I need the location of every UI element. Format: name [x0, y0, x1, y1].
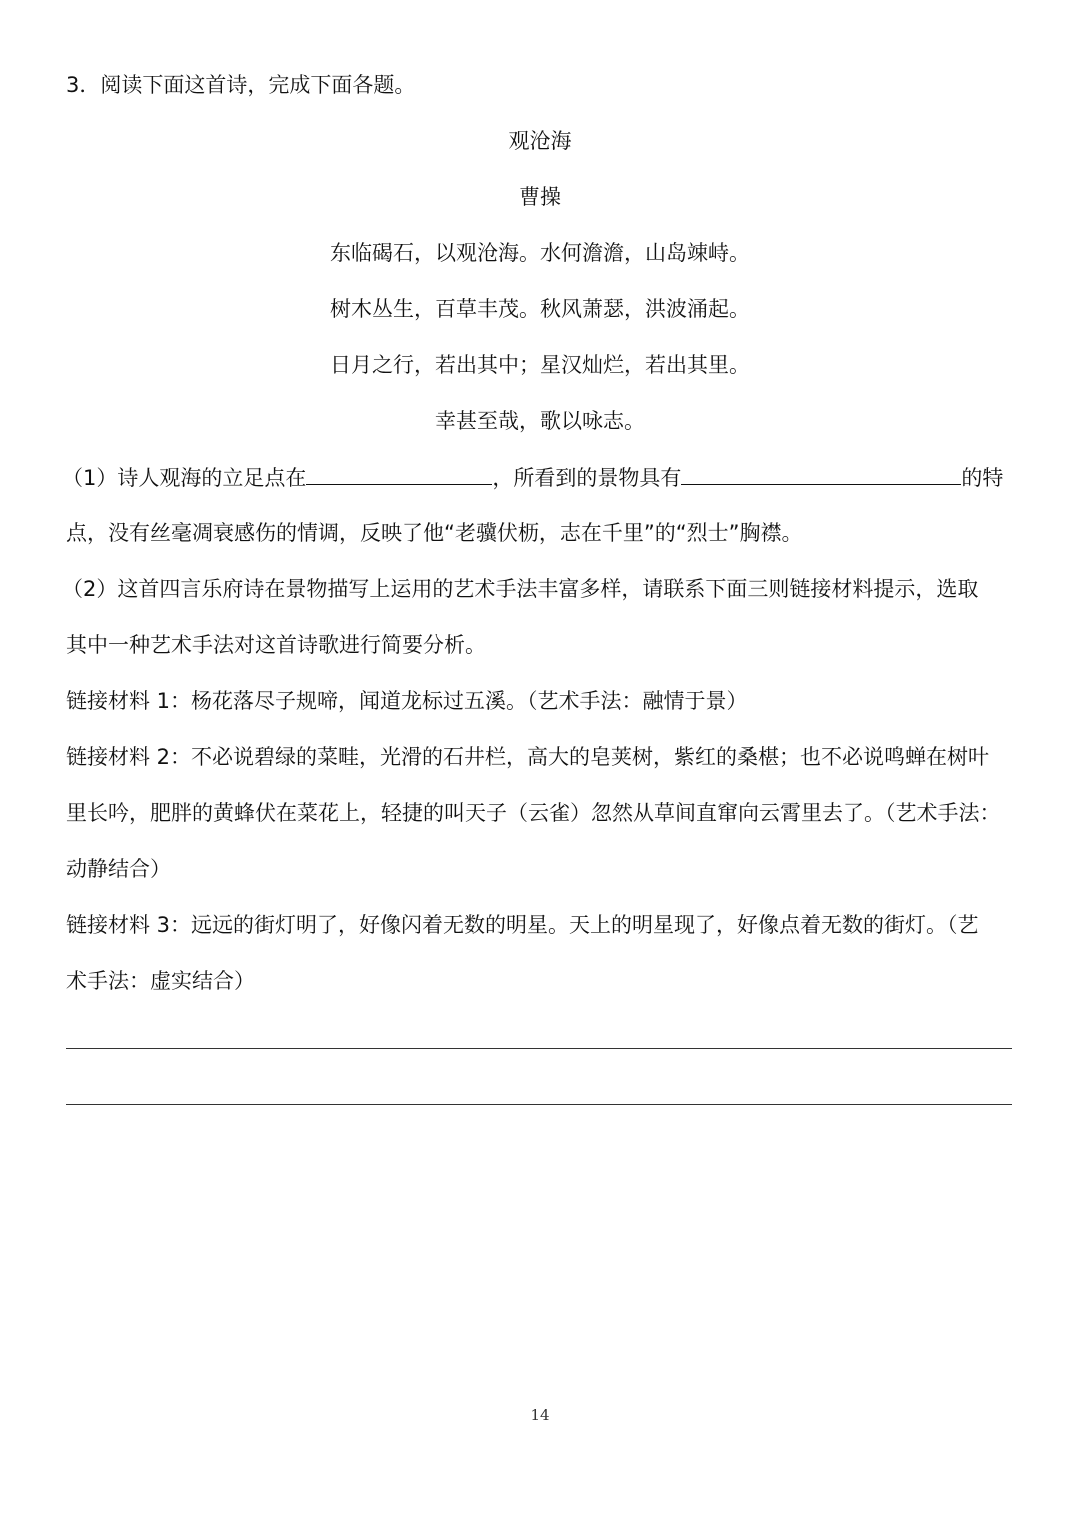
poem-line-1: 东临碣石，以观沧海。水何澹澹，山岛竦峙。 — [330, 241, 750, 265]
sub2-line-2: 其中一种艺术手法对这首诗歌进行简要分析。 — [66, 633, 486, 657]
poem-title: 观沧海 — [508, 129, 572, 153]
poem-author: 曹操 — [519, 185, 561, 209]
material-3-line-2: 术手法：虚实结合） — [66, 969, 255, 993]
sub1-text-c: 的特 — [961, 466, 1004, 490]
poem-line-3: 日月之行，若出其中；星汉灿烂，若出其里。 — [330, 353, 750, 377]
material-2-line-1: 链接材料 2：不必说碧绿的菜畦，光滑的石井栏，高大的皂荚树，紫红的桑椹；也不必说鸣蝉在树叶 — [66, 745, 990, 769]
answer-blank-standpoint[interactable] — [306, 462, 492, 485]
page-number: 14 — [530, 1406, 550, 1424]
material-2-line-3: 动静结合） — [66, 857, 171, 881]
poem-line-2: 树木丛生，百草丰茂。秋风萧瑟，洪波涌起。 — [330, 297, 750, 321]
poem-line-4: 幸甚至哉，歌以咏志。 — [435, 409, 645, 433]
sub-question-2: （2）这首四言乐府诗在景物描写上运用的艺术手法丰富多样，请联系下面三则链接材料提示，选取 — [62, 577, 979, 601]
answer-line-1[interactable] — [66, 1048, 1012, 1049]
answer-line-2[interactable] — [66, 1104, 1012, 1105]
sub-question-1 — [62, 462, 1003, 493]
sub1-text-b: ，所看到的景物具有 — [492, 466, 682, 490]
material-2-line-2: 里长吟，肥胖的黄蜂伏在菜花上，轻捷的叫天子（云雀）忽然从草间直窜向云霄里去了。（艺术手法： — [66, 801, 1001, 825]
sub1-line-2: 点，没有丝毫凋衰感伤的情调，反映了他“老骥伏枥，志在千里”的“烈士”胸襟。 — [66, 521, 803, 545]
sub1-text-a: （1）诗人观海的立足点在 — [62, 466, 307, 490]
material-1: 链接材料 1：杨花落尽子规啼，闻道龙标过五溪。（艺术手法：融情于景） — [66, 689, 748, 713]
question-heading: 3．阅读下面这首诗，完成下面各题。 — [66, 73, 416, 97]
answer-blank-features[interactable] — [681, 462, 961, 485]
material-3-line-1: 链接材料 3：远远的街灯明了，好像闪着无数的明星。天上的明星现了，好像点着无数的街灯。（艺 — [66, 913, 979, 937]
